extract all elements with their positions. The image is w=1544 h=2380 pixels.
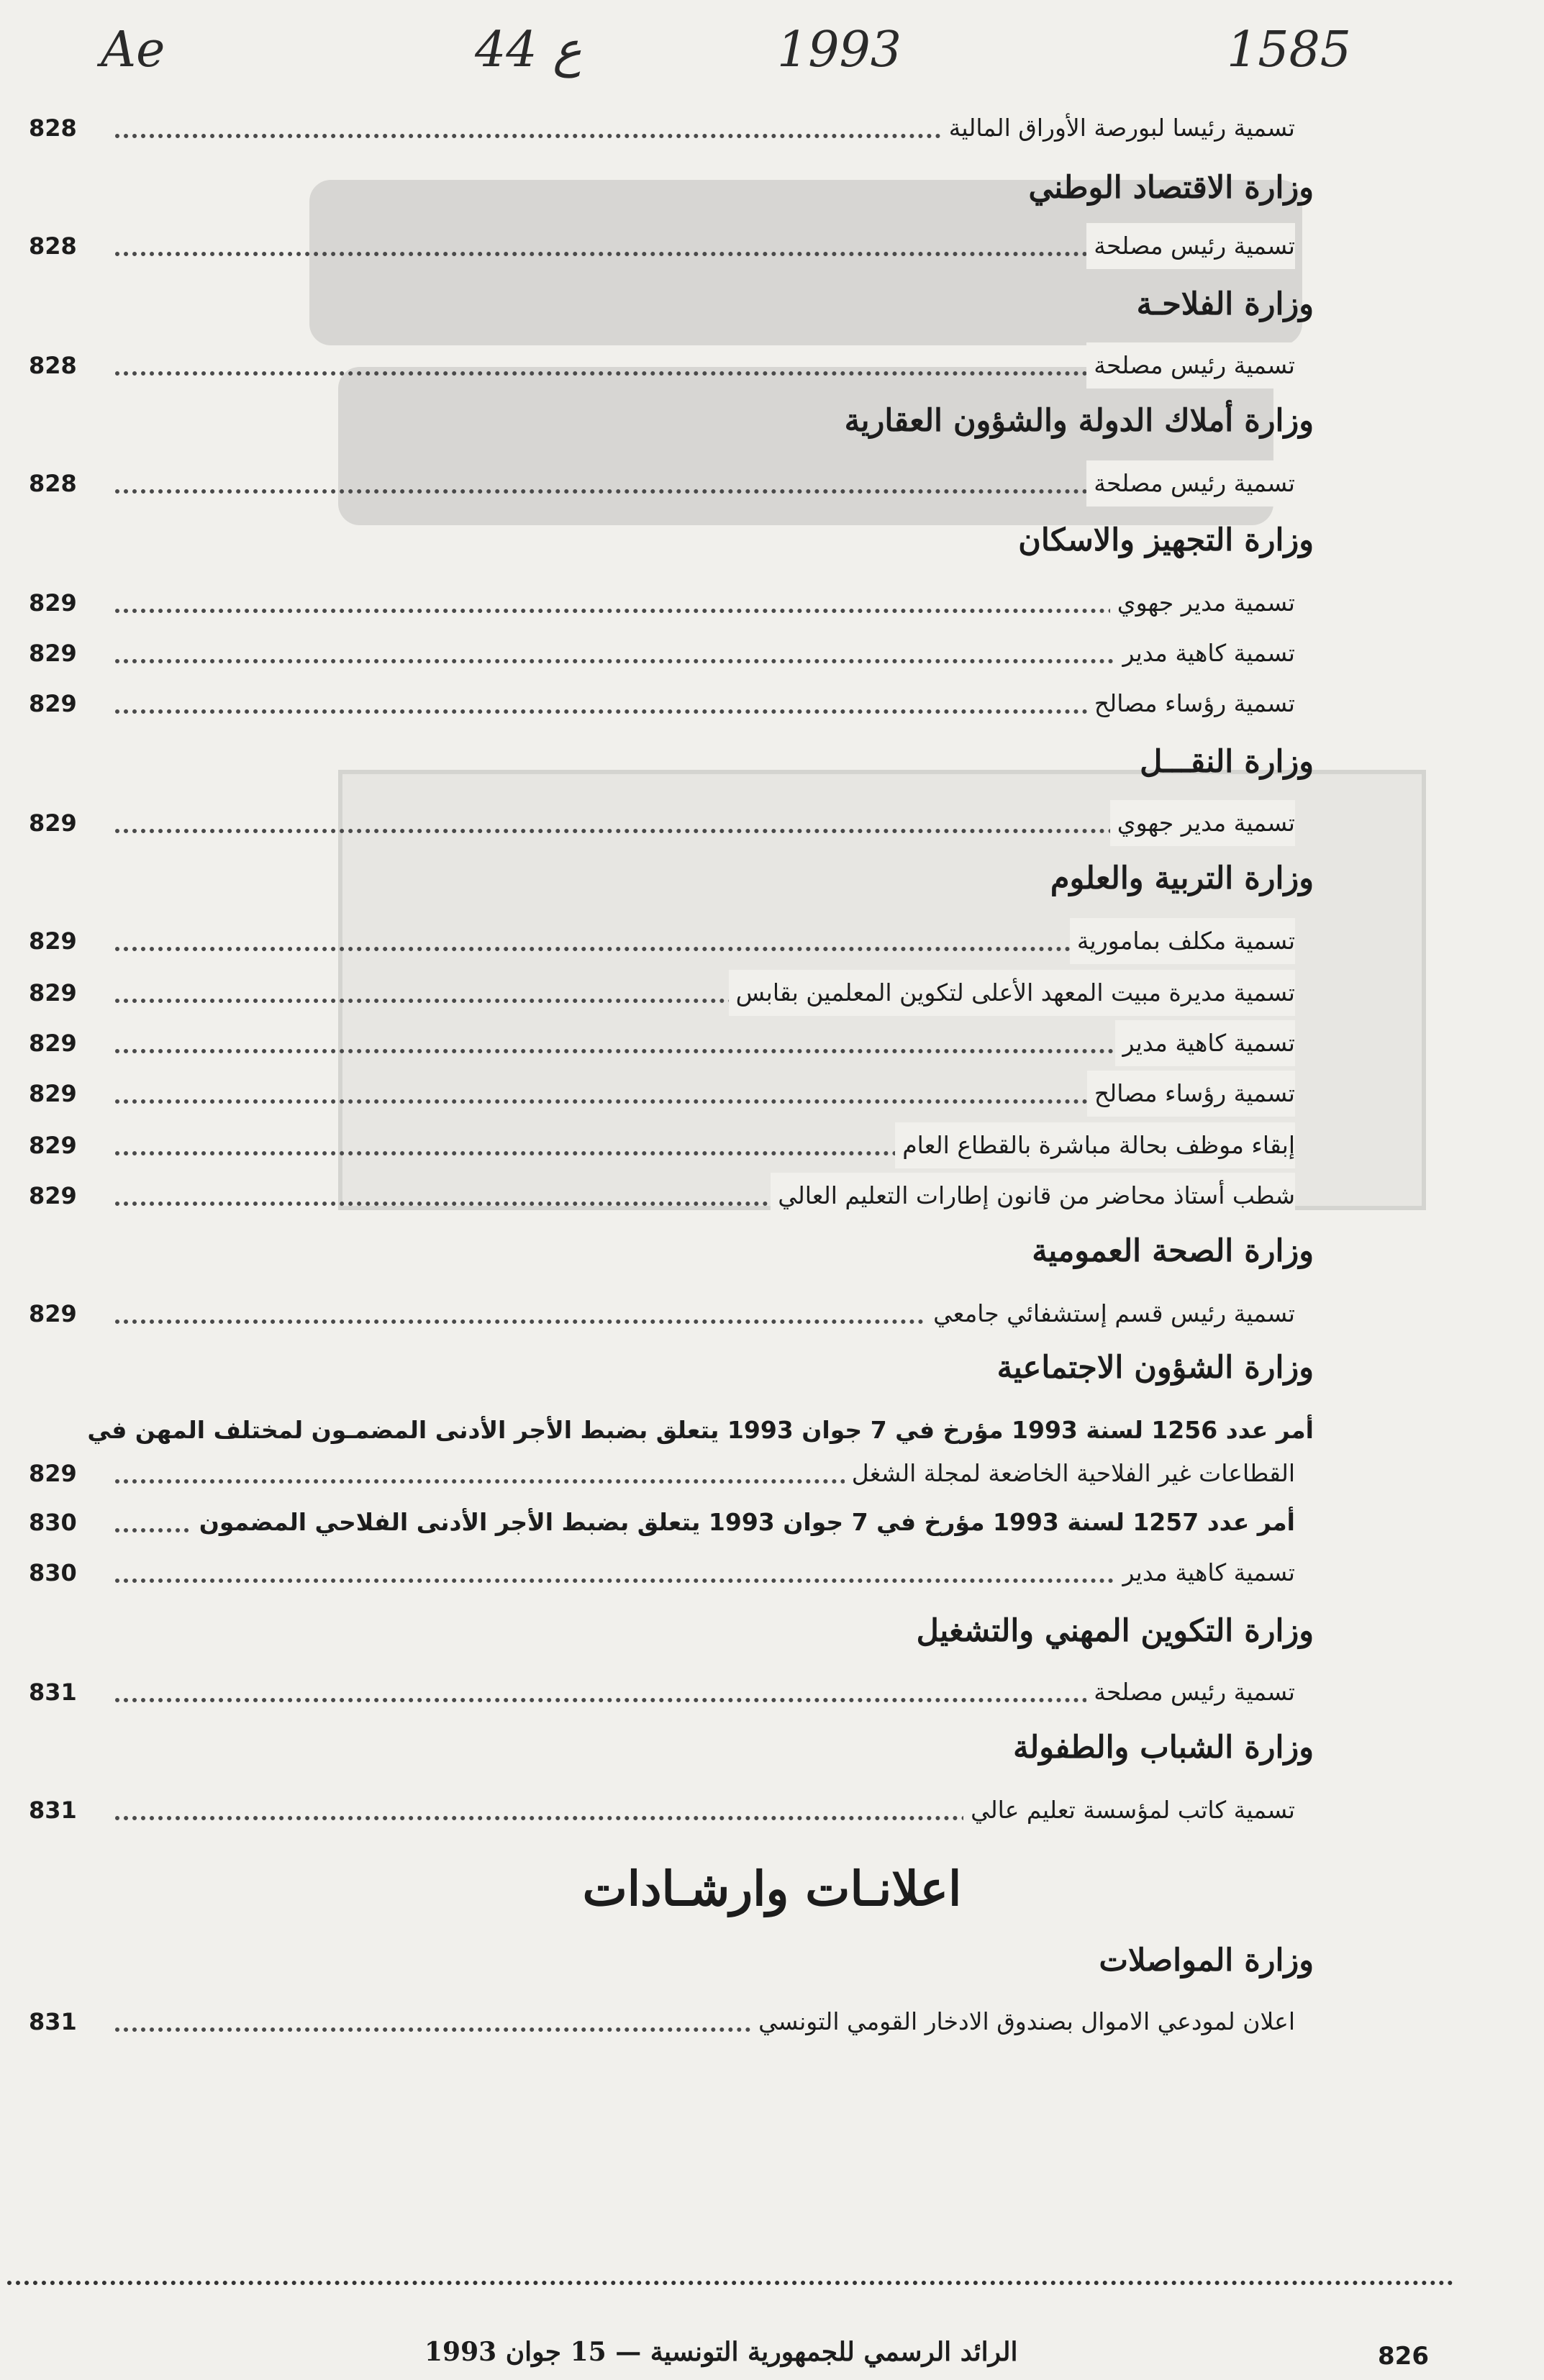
ministry-heading: وزارة النقـــل [1140, 744, 1314, 780]
toc-entry [29, 580, 1295, 626]
ministry-heading: وزارة الصحة العمومية [1032, 1233, 1314, 1269]
page-number: 826 [1378, 2342, 1429, 2371]
entry-page-number: 830 [29, 1559, 77, 1586]
entry-page-number: 828 [29, 470, 77, 497]
toc-entry [29, 460, 1295, 507]
ministry-heading: وزارة المواصلات [1099, 1943, 1314, 1979]
entry-title: تسمية رئيس مصلحة [1086, 1669, 1295, 1715]
toc-entry [29, 1020, 1295, 1066]
toc-entry [29, 105, 1295, 151]
ministry-heading: وزارة أملاك الدولة والشؤون العقارية [844, 403, 1314, 439]
entry-page-number: 828 [29, 232, 77, 260]
entry-title: تسمية مديرة مبيت المعهد الأعلى لتكوين المعلمين بقابس [729, 970, 1295, 1016]
entry-page-number: 829 [29, 690, 77, 717]
toc-entry [29, 1550, 1295, 1596]
entry-title: تسمية رؤساء مصالح [1087, 681, 1295, 727]
toc-entry [29, 1122, 1295, 1168]
toc-entry [29, 1999, 1295, 2045]
entry-title: تسمية مكلف بمامورية [1070, 918, 1295, 964]
entry-page-number: 829 [29, 1132, 77, 1159]
footer-divider [7, 2281, 1453, 2285]
toc-entry [29, 1291, 1295, 1337]
toc-entry [29, 1499, 1295, 1545]
entry-title: تسمية رئيس مصلحة [1086, 223, 1295, 269]
toc-entry [29, 970, 1295, 1016]
ministry-heading: وزارة الشؤون الاجتماعية [996, 1350, 1314, 1386]
entry-title: تسمية رئيس مصلحة [1086, 342, 1295, 389]
entry-title: تسمية كاهية مدير [1115, 1550, 1295, 1596]
entry-page-number: 828 [29, 352, 77, 379]
toc-entry [29, 1173, 1295, 1219]
handwritten-issue-note: 44 ع [475, 22, 582, 78]
entry-page-number: 829 [29, 809, 77, 837]
entry-title: تسمية كاهية مدير [1115, 1020, 1295, 1066]
entry-page-number: 830 [29, 1509, 77, 1536]
entry-page-number: 829 [29, 1460, 77, 1487]
entry-title: تسمية رئيسا لبورصة الأوراق المالية [942, 105, 1295, 151]
toc-entry [29, 223, 1295, 269]
entry-page-number: 831 [29, 2008, 77, 2035]
toc-entry [29, 342, 1295, 389]
publication-footer: الرائد الرسمي للجمهورية التونسية — 15 جوان 1993 [424, 2337, 1018, 2367]
entry-title: تسمية مدير جهوي [1110, 580, 1295, 626]
entry-title: تسمية كاهية مدير [1115, 630, 1295, 676]
entry-title: تسمية رئيس مصلحة [1086, 460, 1295, 507]
entry-title: القطاعات غير الفلاحية الخاضعة لمجلة الشغل [845, 1450, 1295, 1496]
entry-page-number: 828 [29, 114, 77, 142]
ministry-heading: وزارة الاقتصاد الوطني [1028, 170, 1314, 206]
ministry-heading: وزارة الشباب والطفولة [1013, 1730, 1314, 1766]
entry-page-number: 829 [29, 1080, 77, 1107]
toc-entry [29, 681, 1295, 727]
entry-page-number: 829 [29, 640, 77, 667]
entry-page-number: 829 [29, 927, 77, 955]
entry-title: أمر عدد 1257 لسنة 1993 مؤرخ في 7 جوان 1993 يتعلق بضبط الأجر الأدنى الفلاحي المضمون [192, 1499, 1295, 1545]
entry-page-number: 829 [29, 979, 77, 1007]
entry-title: إبقاء موظف بحالة مباشرة بالقطاع العام [895, 1122, 1295, 1168]
toc-entry [29, 1071, 1295, 1117]
ministry-heading: وزارة التكوين المهني والتشغيل [916, 1613, 1314, 1649]
toc-entry [29, 1450, 1295, 1496]
entry-title: اعلان لمودعي الاموال بصندوق الادخار القومي التونسي [751, 1999, 1295, 2045]
decree-first-line: أمر عدد 1256 لسنة 1993 مؤرخ في 7 جوان 1993 يتعلق بضبط الأجر الأدنى المضمـون لمختلف المهن في [87, 1416, 1314, 1444]
toc-entry [29, 1669, 1295, 1715]
announcements-title: اعلانـات وارشـادات [582, 1861, 962, 1917]
toc-entry [29, 630, 1295, 676]
entry-page-number: 831 [29, 1797, 77, 1824]
entry-page-number: 831 [29, 1679, 77, 1706]
ministry-heading: وزارة التجهيز والاسكان [1018, 522, 1314, 558]
handwritten-year-note: 1993 [777, 22, 902, 78]
handwritten-left-note: Ae [101, 22, 165, 78]
entry-title: تسمية كاتب لمؤسسة تعليم عالي [963, 1787, 1295, 1833]
entry-page-number: 829 [29, 1182, 77, 1209]
handwritten-ref-note: 1585 [1227, 22, 1352, 78]
toc-entry [29, 800, 1295, 846]
ministry-heading: وزارة التربية والعلوم [1050, 860, 1314, 896]
entry-page-number: 829 [29, 1030, 77, 1057]
ministry-heading: وزارة الفلاحـة [1136, 286, 1314, 322]
entry-title: شطب أستاذ محاضر من قانون إطارات التعليم العالي [771, 1173, 1295, 1219]
entry-page-number: 829 [29, 1300, 77, 1327]
entry-title: تسمية مدير جهوي [1110, 800, 1295, 846]
entry-title: تسمية رؤساء مصالح [1087, 1071, 1295, 1117]
toc-entry [29, 1787, 1295, 1833]
entry-page-number: 829 [29, 589, 77, 617]
toc-entry [29, 918, 1295, 964]
entry-title: تسمية رئيس قسم إستشفائي جامعي [926, 1291, 1295, 1337]
